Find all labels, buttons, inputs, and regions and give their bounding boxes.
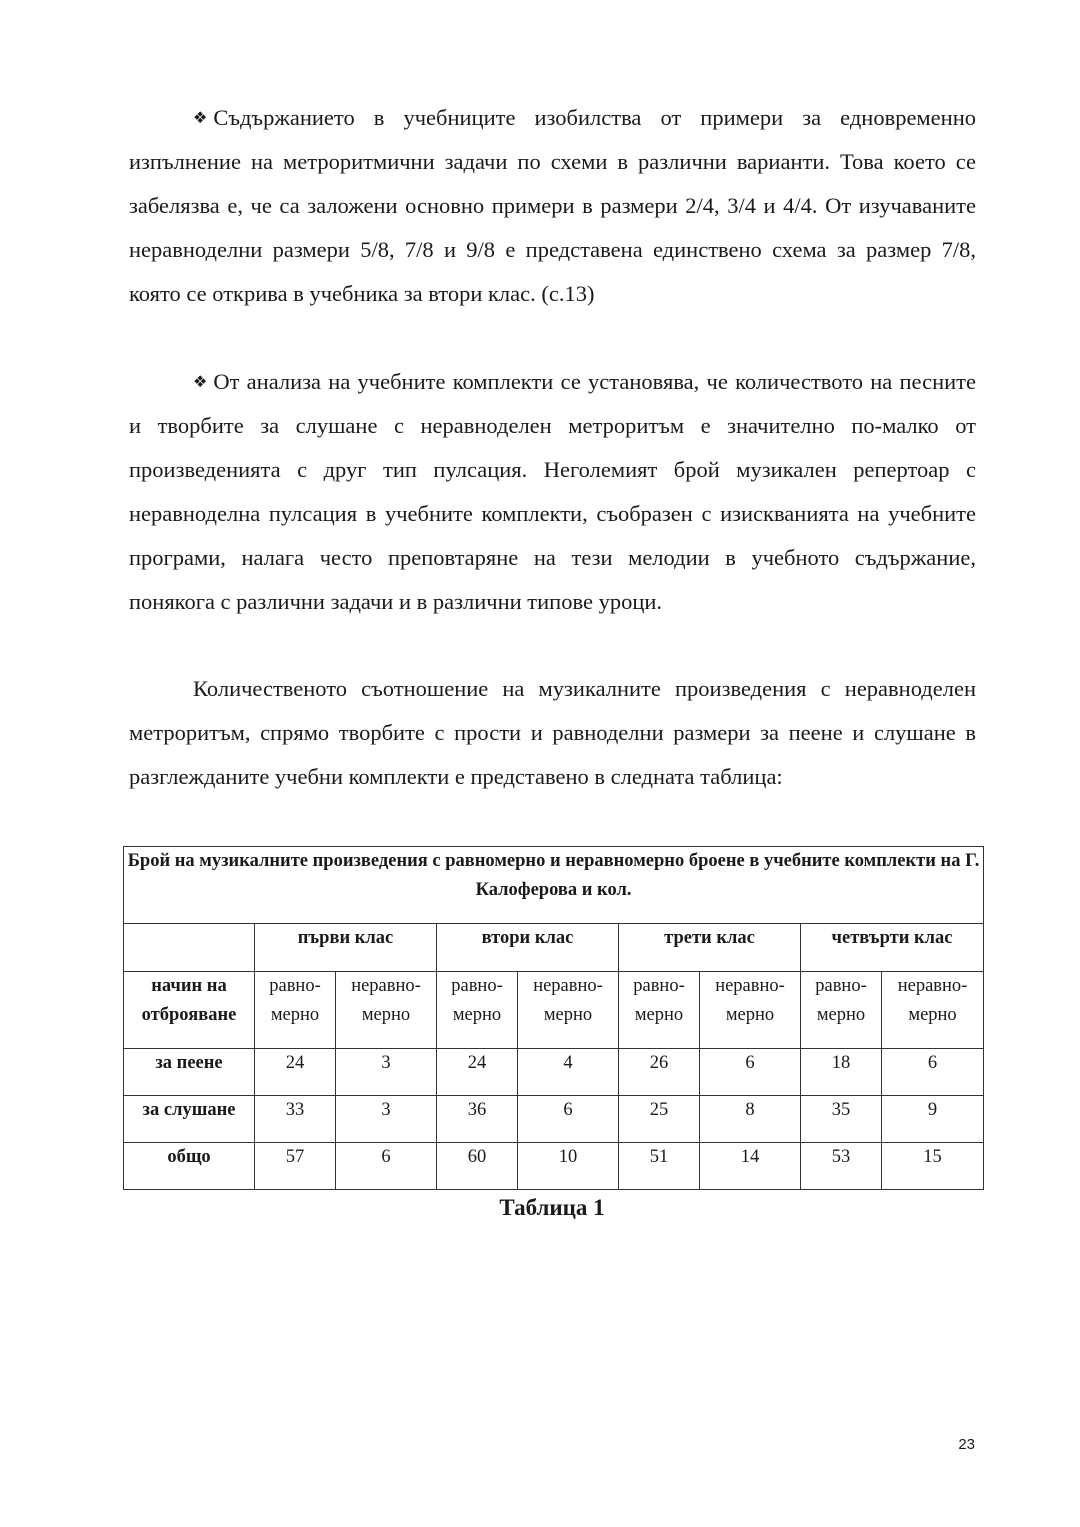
- grade-header-second: втори клас: [437, 924, 619, 972]
- table-cell: 9: [882, 1096, 984, 1143]
- grade-header-third: трети клас: [619, 924, 801, 972]
- table-cell: 25: [619, 1096, 700, 1143]
- diamond-bullet-icon: ❖: [193, 372, 208, 391]
- table-caption: Таблица 1: [499, 1195, 605, 1220]
- table-cell: 6: [700, 1049, 801, 1096]
- row-label: за пеене: [124, 1049, 255, 1096]
- paragraph-text: От анализа на учебните комплекти се установява, че количеството на песните и творбите за слушане с неравноделен метроритъм е значително по-малко от произведенията с друг тип пулсация. Неголемият брой музикален репертоар с неравноделна пулсация в учебните комплекти, съобразен с изискванията на учебните програми, налага често преповтаряне на тези мелодии в учебното съдържание, понякога с различни задачи и в различни типове уроци.: [129, 369, 976, 614]
- table-cell: 57: [255, 1143, 336, 1190]
- table-cell: 8: [700, 1096, 801, 1143]
- table-cell: 15: [882, 1143, 984, 1190]
- table-cell: 6: [518, 1096, 619, 1143]
- subheader-uneven: неравно- мерно: [518, 972, 619, 1049]
- grade-header-fourth: четвърти клас: [801, 924, 984, 972]
- table-cell: 36: [437, 1096, 518, 1143]
- diamond-bullet-icon: ❖: [193, 108, 208, 127]
- table-cell: 6: [336, 1143, 437, 1190]
- count-type-header-row: [124, 972, 984, 1049]
- table-cell: 4: [518, 1049, 619, 1096]
- subheader-even: равно- мерно: [619, 972, 700, 1049]
- paragraph-table-intro: [129, 667, 976, 799]
- table-row-total: [124, 1143, 984, 1190]
- table-cell: 24: [255, 1049, 336, 1096]
- table-cell: 51: [619, 1143, 700, 1190]
- table-cell: 10: [518, 1143, 619, 1190]
- subheader-even: равно- мерно: [437, 972, 518, 1049]
- row-header-label: начин на отброяване: [124, 972, 255, 1049]
- table-cell: 33: [255, 1096, 336, 1143]
- table-row-singing: [124, 1049, 984, 1096]
- table-cell: 18: [801, 1049, 882, 1096]
- grade-header-row: [124, 924, 984, 972]
- table-title: Брой на музикалните произведения с равномерно и неравномерно броене в учебните комплекти на Г. Калоферова и кол.: [124, 847, 984, 924]
- subheader-uneven: неравно- мерно: [336, 972, 437, 1049]
- page-number: 23: [958, 1436, 975, 1453]
- paragraph-text: Количественото съотношение на музикалните произведения с неравноделен метроритъм, спрямо творбите с прости и равноделни размери за пеене и слушане в разглежданите учебни комплекти е представено в следната таблица:: [129, 676, 976, 789]
- grade-header-first: първи клас: [255, 924, 437, 972]
- table-row-listening: [124, 1096, 984, 1143]
- table-cell: 3: [336, 1096, 437, 1143]
- subheader-even: равно- мерно: [801, 972, 882, 1049]
- table-cell: 53: [801, 1143, 882, 1190]
- table-cell: 6: [882, 1049, 984, 1096]
- table-cell: 26: [619, 1049, 700, 1096]
- paragraph-text: Съдържанието в учебниците изобилства от примери за едновременно изпълнение на метроритмични задачи по схеми в различни варианти. Това което се забелязва е, че са заложени основно примери в размери 2/4, 3/4 и 4/4. От изучаваните неравноделни размери 5/8, 7/8 и 9/8 е представена единствено схема за размер 7/8, която се открива в учебника за втори клас. (с.13): [129, 105, 976, 306]
- row-label: за слушане: [124, 1096, 255, 1143]
- empty-corner-cell: [124, 924, 255, 972]
- table-cell: 3: [336, 1049, 437, 1096]
- row-label: общо: [124, 1143, 255, 1190]
- works-count-table: [123, 846, 984, 1190]
- subheader-even: равно- мерно: [255, 972, 336, 1049]
- table-cell: 24: [437, 1049, 518, 1096]
- paragraph-textbook-examples: [129, 96, 976, 316]
- table-cell: 35: [801, 1096, 882, 1143]
- table-cell: 60: [437, 1143, 518, 1190]
- subheader-uneven: неравно- мерно: [882, 972, 984, 1049]
- subheader-uneven: неравно- мерно: [700, 972, 801, 1049]
- table-cell: 14: [700, 1143, 801, 1190]
- paragraph-analysis: [129, 360, 976, 624]
